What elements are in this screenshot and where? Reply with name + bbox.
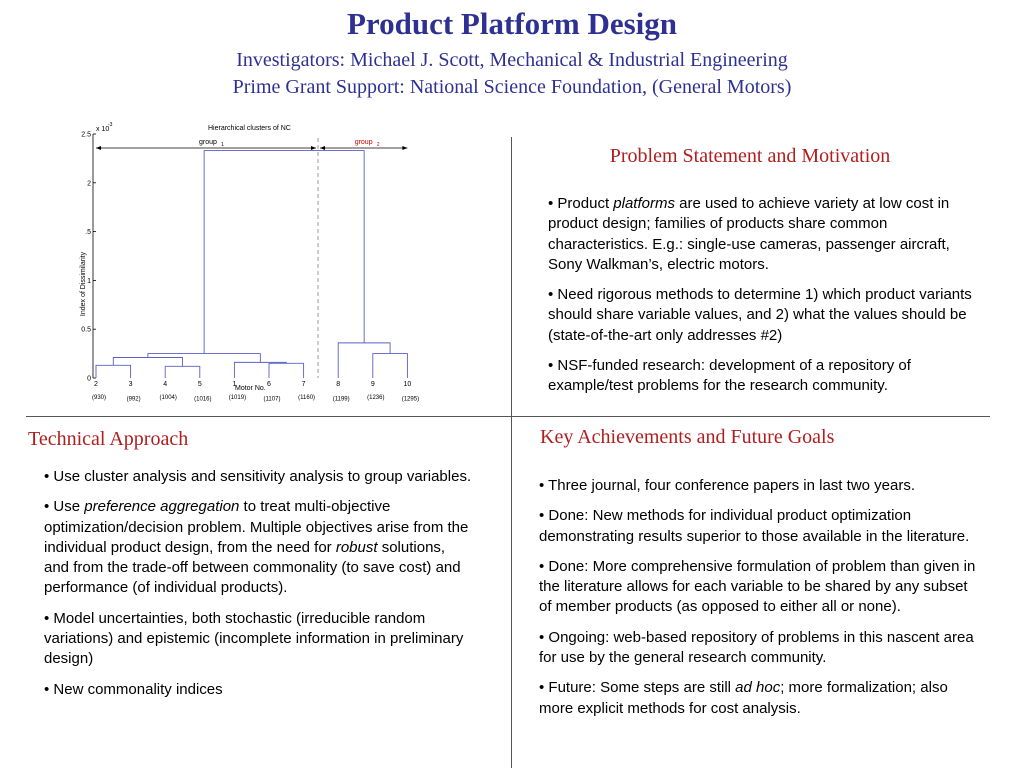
achievement-bullet-1: • Three journal, four conference papers in last two years. bbox=[539, 477, 916, 494]
y-tick-label: 0 bbox=[87, 375, 91, 383]
leaf-label: 4 bbox=[163, 381, 168, 388]
leaf-label: 7 bbox=[301, 381, 306, 388]
technical-bullet-3: • Model uncertainties, both stochastic (irreducible random variations) and epistemic (incomplete information in preliminary design) bbox=[44, 609, 464, 668]
text-run: • Future: Some steps are still bbox=[539, 679, 736, 697]
investigators-line: Investigators: Michael J. Scott, Mechanical & Industrial Engineering bbox=[236, 49, 788, 71]
dendrogram-link bbox=[204, 151, 364, 354]
y-axis-label: Index of Dissimilarity bbox=[80, 251, 87, 317]
text-run: • Product bbox=[548, 195, 614, 212]
achievements-body bbox=[539, 476, 979, 729]
achievement-bullet-5 bbox=[539, 678, 979, 719]
achievements-heading: Key Achievements and Future Goals bbox=[540, 426, 835, 448]
leaf-label: 6 bbox=[267, 381, 271, 388]
emphasis: preference aggregation bbox=[84, 498, 240, 516]
vertical-divider bbox=[511, 137, 512, 768]
achievement-bullet-2: • Done: New methods for individual product optimization demonstrating results superior to those available in the literature. bbox=[539, 507, 970, 545]
y-tick-label: .5 bbox=[85, 229, 91, 237]
problem-bullet-1 bbox=[548, 194, 973, 275]
dendrogram-link bbox=[234, 362, 286, 378]
page-title: Product Platform Design bbox=[346, 6, 678, 41]
text-run: are used to achieve variety at low cost in product design; families of products share common characteristics. E.g.: single-use cameras, passenger aircraft, Sony Walkman’s, electric motors. bbox=[548, 195, 950, 273]
group-label-sub: 1 bbox=[221, 142, 224, 148]
emphasis: ad hoc bbox=[735, 679, 781, 697]
leaf-sub-label: (1199) bbox=[332, 396, 350, 403]
leaf-sub-label: (930) bbox=[91, 395, 107, 401]
leaf-sub-label: (1236) bbox=[367, 395, 385, 401]
leaf-sub-label: (1016) bbox=[194, 396, 212, 403]
technical-bullet-4: • New commonality indices bbox=[44, 680, 223, 698]
text-run: ; more formalization; also more explicit methods for cost analysis. bbox=[539, 679, 948, 717]
leaf-sub-label: (1019) bbox=[228, 395, 247, 401]
dendrogram-link bbox=[96, 365, 131, 378]
text-run: • Use bbox=[44, 498, 85, 516]
dendrogram-link bbox=[148, 354, 260, 363]
chart-title: Hierarchical clusters of NC bbox=[208, 125, 291, 132]
emphasis: platforms bbox=[613, 195, 675, 212]
emphasis: robust bbox=[335, 538, 378, 556]
technical-body bbox=[44, 467, 474, 710]
problem-heading: Problem Statement and Motivation bbox=[609, 145, 891, 167]
group-label-sub: 2 bbox=[376, 142, 380, 148]
x-axis-label: Motor No. bbox=[235, 385, 266, 392]
y-tick-label: 0.5 bbox=[81, 326, 91, 334]
technical-heading: Technical Approach bbox=[28, 428, 189, 450]
y-tick-label: 1 bbox=[87, 277, 91, 285]
leaf-sub-label: (1004) bbox=[159, 395, 177, 401]
dendrogram-link bbox=[165, 366, 200, 378]
y-tick-label: 2 bbox=[87, 180, 91, 188]
leaf-label: 3 bbox=[128, 381, 133, 388]
dendrogram-link bbox=[373, 354, 408, 378]
group-label: group bbox=[199, 139, 217, 146]
leaf-sub-label: (1107) bbox=[263, 396, 281, 403]
group-label: group bbox=[354, 139, 373, 146]
group-1-arrow-right bbox=[311, 146, 316, 150]
y-tick-label: 2.5 bbox=[81, 131, 91, 139]
text-run: solutions, and from the trade-off between commonality (to save cost) and performance (of individual products). bbox=[44, 538, 461, 597]
grant-support-line: Prime Grant Support: National Science Foundation, (General Motors) bbox=[232, 76, 792, 98]
dendrogram-chart bbox=[60, 116, 420, 412]
y-multiplier: x 10 bbox=[96, 126, 110, 133]
technical-bullet-2 bbox=[44, 497, 474, 598]
leaf-label: 10 bbox=[403, 381, 412, 388]
leaf-label: 9 bbox=[370, 381, 375, 388]
problem-bullet-3: • NSF-funded research: development of a repository of example/test problems for the research community. bbox=[548, 357, 911, 395]
leaf-label: 5 bbox=[197, 381, 202, 388]
horizontal-divider bbox=[26, 416, 990, 417]
achievement-bullet-3: • Done: More comprehensive formulation of problem than given in the literature allows for each variable to be shared by any subset of member products (as opposed to either all or none). bbox=[539, 557, 976, 616]
technical-bullet-1: • Use cluster analysis and sensitivity analysis to group variables. bbox=[44, 468, 472, 485]
group-1-arrow-left bbox=[96, 146, 101, 150]
leaf-label: 2 bbox=[94, 381, 98, 388]
leaf-sub-label: (1295) bbox=[401, 396, 420, 403]
dendrogram-link bbox=[338, 343, 390, 378]
problem-body bbox=[548, 194, 973, 407]
leaf-label: 8 bbox=[336, 381, 341, 388]
text-run: to treat multi-objective optimization/decision problem. Multiple objectives arise from the individual product design, from the need for bbox=[44, 498, 469, 556]
group-2-arrow-right bbox=[402, 146, 407, 150]
leaf-sub-label: (992) bbox=[126, 396, 141, 403]
leaf-label: 1 bbox=[232, 381, 237, 388]
leaf-sub-label: (1160) bbox=[298, 395, 316, 401]
dendrogram-link bbox=[269, 363, 304, 378]
group-2-arrow-left bbox=[320, 146, 325, 150]
problem-bullet-2: • Need rigorous methods to determine 1) which product variants should share variable values, and 2) what the values should be (state-of-the-art only addresses #2) bbox=[548, 286, 972, 344]
achievement-bullet-4: • Ongoing: web-based repository of problems in this nascent area for use by the general research community. bbox=[539, 628, 974, 667]
y-multiplier-exp: -3 bbox=[108, 122, 113, 128]
